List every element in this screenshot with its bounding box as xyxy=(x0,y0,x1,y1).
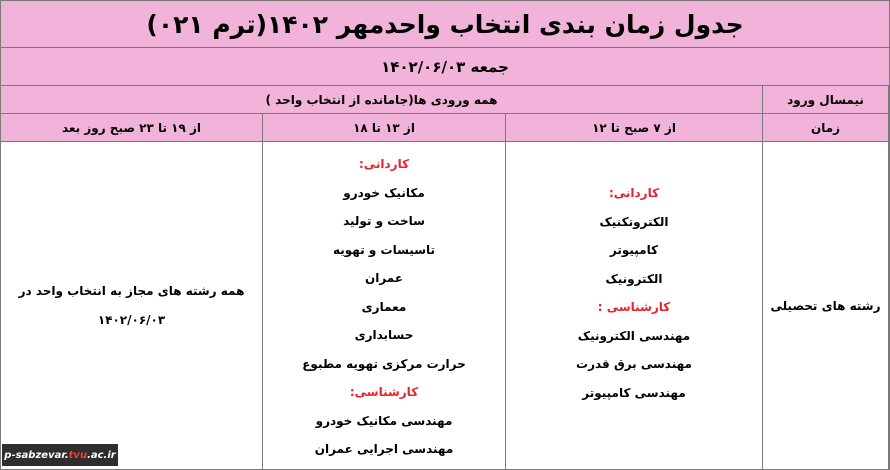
slot1-karshenasi-heading: کارشناسی : xyxy=(597,300,671,314)
date-row: جمعه ۱۴۰۲/۰۶/۰۳ xyxy=(1,48,889,86)
slot1-fields xyxy=(506,142,763,469)
page-title: جدول زمان بندی انتخاب واحدمهر ۱۴۰۲(ترم ۰۲۱) xyxy=(1,1,889,48)
slot2-kardani-item: معماری xyxy=(361,299,407,314)
time-slot-3: از ۱۹ تا ۲۳ صبح روز بعد xyxy=(1,114,263,142)
slot2-karshenasi-heading: کارشناسی: xyxy=(349,385,419,399)
slot1-kardani-heading: کاردانی: xyxy=(608,186,660,200)
slot2-karshenasi-item: مهندسی مکانیک خودرو xyxy=(315,413,453,428)
slot1-kardani-item: الکتروتکنیک xyxy=(599,214,669,229)
site-watermark xyxy=(2,444,118,466)
slot1-karshenasi-item: مهندسی الکترونیک xyxy=(577,328,691,343)
watermark-suffix: .ac.ir xyxy=(87,449,116,461)
watermark-prefix: p-sabzevar. xyxy=(4,449,69,461)
fields-label: رشته های تحصیلی xyxy=(763,142,889,469)
slot2-kardani-item: مکانیک خودرو xyxy=(343,185,425,200)
slot3-date: ۱۴۰۲/۰۶/۰۳ xyxy=(97,312,166,327)
slot2-kardani-item: تاسیسات و تهویه xyxy=(332,242,436,257)
slot1-kardani-item: کامپیوتر xyxy=(609,243,659,257)
entry-value: همه ورودی ها(جامانده از انتخاب واحد ) xyxy=(1,86,763,114)
slot2-kardani-heading: کاردانی: xyxy=(358,157,410,171)
slot3-line: همه رشته های مجاز به انتخاب واحد در xyxy=(18,283,245,298)
slot1-kardani-item: الکترونیک xyxy=(605,271,663,286)
slot2-fields xyxy=(263,142,506,469)
slot1-karshenasi-item: مهندسی برق قدرت xyxy=(576,357,692,371)
slot2-kardani-item: حسابداری xyxy=(354,328,414,342)
slot2-kardani-item: حرارت مرکزی تهویه مطبوع xyxy=(302,356,466,371)
slot3-fields xyxy=(1,142,263,469)
time-slot-2: از ۱۳ تا ۱۸ xyxy=(263,114,506,142)
slot2-kardani-item: ساخت و تولید xyxy=(343,214,425,228)
slot2-kardani-item: عمران xyxy=(364,271,404,285)
entry-label: نیمسال ورود xyxy=(763,86,889,114)
time-slot-1: از ۷ صبح تا ۱۲ xyxy=(506,114,763,142)
slot2-karshenasi-item: مهندسی اجرایی عمران xyxy=(314,442,454,456)
watermark-highlight: tvu xyxy=(68,449,88,461)
time-label: زمان xyxy=(763,114,889,142)
slot1-karshenasi-item: مهندسی کامپیوتر xyxy=(582,385,686,400)
